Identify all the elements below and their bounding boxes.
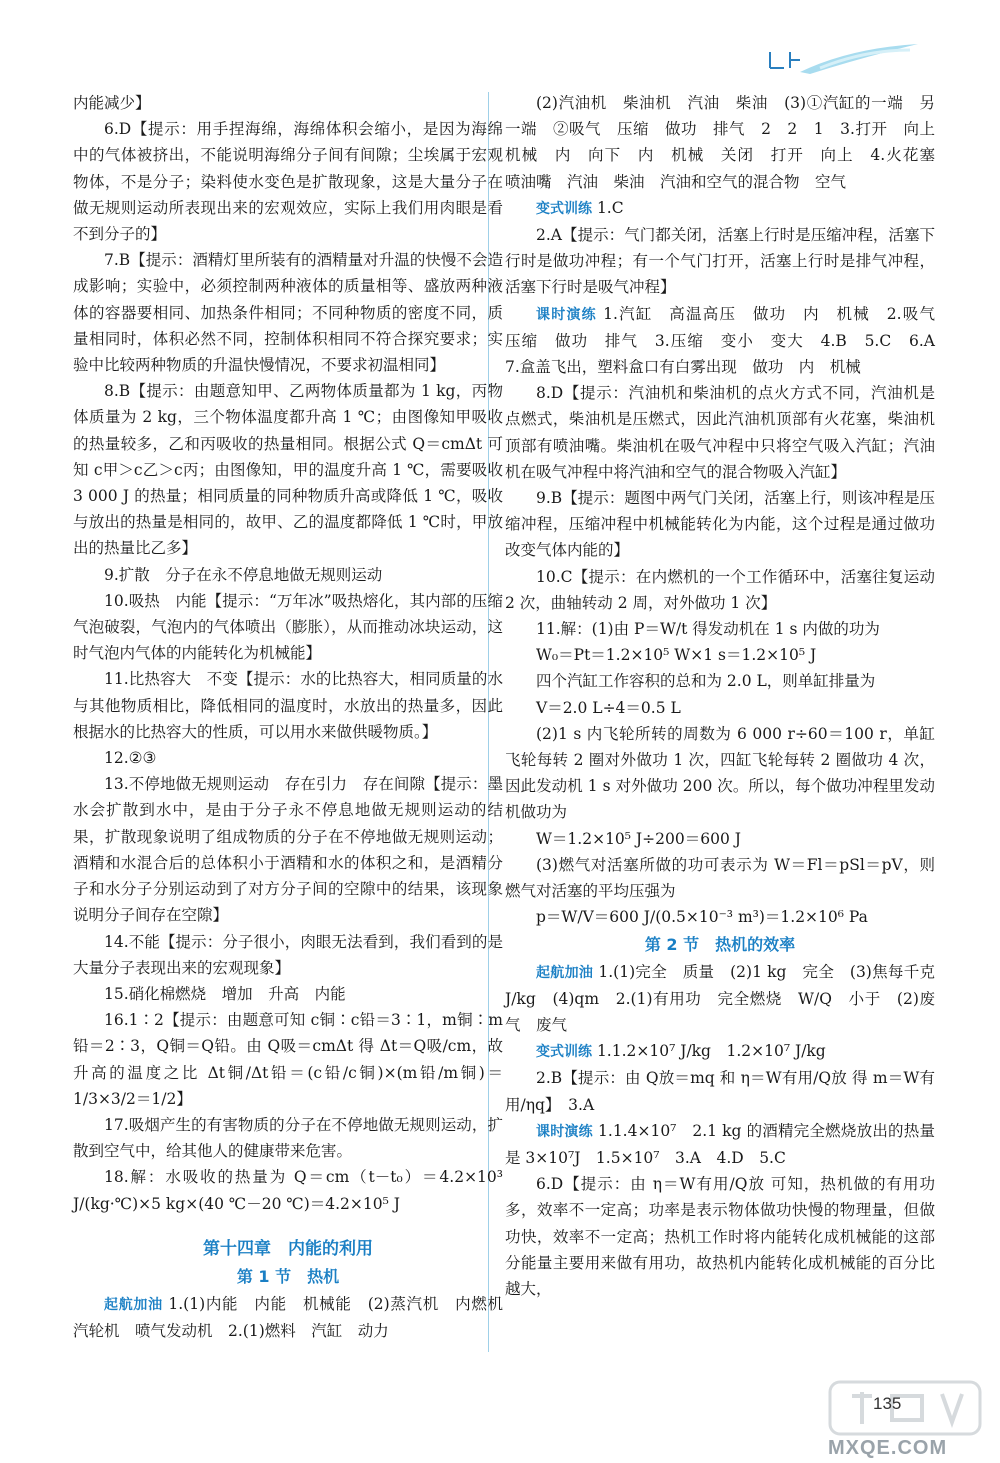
answer-2: 2.A【提示：气门都关闭，活塞上行时是压缩冲程，活塞下行时是做功冲程；有一个气门打开，活塞上行时是排气冲程，活塞下行时是吸气冲程】 [505,226,935,297]
answer-block [505,301,951,381]
equation-line: W₀＝Pt＝1.2×10⁵ W×1 s＝1.2×10⁵ J [536,646,817,665]
answer-11: 11.比热容大 不变【提示：水的比热容大，相同质量的水与其他物质相比，降低相同的温度时，水放出的热量多，因此根据水的比热容大的性质，可以用水来做供暖物质。】 [73,670,503,741]
answer-text: 1.C [596,198,624,217]
answer-13: 13.不停地做无规则运动 存在引力 存在间隙【提示：墨水会扩散到水中，是由于分子永不停息地做无规则运动的结果，扩散现象说明了组成物质的分子在不停地做无规则运动；酒精和水混合后的总体积小于酒精和水的体积之和，是酒精分子和水分子分别运动到了对方分子间的空隙中的结果，该现象说明分子间存在空隙】 [73,775,503,925]
answer-text: 四个汽缸工作容积的总和为 2.0 L，则单缸排量为 [536,672,876,691]
section-label: 起航加油 [104,1296,163,1313]
section-label: 起航加油 [536,964,594,981]
watermark-text: MXQE.COM [828,1437,948,1459]
answer-text: 内能减少】 [73,94,151,112]
right-column [505,90,951,1302]
equation-line: p＝W/V＝600 J/(0.5×10⁻³ m³)＝1.2×10⁶ Pa [536,908,868,927]
section-label: 课时演练 [536,306,597,323]
header-decoration [760,38,920,78]
section-title: 第 2 节 热机的效率 [644,934,796,954]
answer-block [505,959,951,1039]
answer-text: (2)1 s 内飞轮所转的周数为 6 000 r÷60＝100 r，单缸飞轮每转 2 圈对外做功 1 次，四缸飞轮每转 2 圈做功 4 次，因此发动机 1 s 对外做功 200 次。所以，每个做功冲程里发动机做功为 [505,724,935,822]
answer-text: (3)燃气对活塞所做的功可表示为 W＝Fl＝pSl＝pV，则燃气对活塞的平均压强为 [505,855,935,901]
answer-15: 15.硝化棉燃烧 增加 升高 内能 [104,984,346,1003]
section-label: 课时演练 [536,1123,593,1140]
answer-10: 10.C【提示：在内燃机的一个工作循环中，活塞往复运动 2 次，曲轴转动 2 周，对外做功 1 次】 [505,567,935,612]
answer-18: 18.解：水吸收的热量为 Q＝cm（t－t₀）＝4.2×10³ J/(kg·℃)×5 kg×(40 ℃－20 ℃)＝4.2×10⁵ J [73,1168,503,1213]
answer-10: 10.吸热 内能【提示：“万年冰”吸热熔化，其内部的压缩气泡破裂，气泡内的气体喷出（膨胀），从而推动冰块运动，这时气泡内气体的内能转化为机械能】 [73,591,503,663]
answer-2: 2.B【提示：由 Q放＝mq 和 η＝W有用/Q放 得 m＝W有用/ηq】 3.A [505,1069,935,1114]
answer-text: 1.(1)内能 内能 机械能 (2)蒸汽机 内燃机 汽轮机 喷气发动机 2.(1)燃料 汽缸 动力 [73,1294,519,1340]
answer-16: 16.1∶2【提示：由题意可知 c铜∶c铅＝3∶1，m铜∶m铅＝2∶3，Q铜＝Q铅。由 Q吸＝cmΔt 得 Δt＝Q吸/cm，故升高的温度之比 Δt铜/Δt铅＝(c铅/c铜)×(m铅/m铜)＝1/3×3/2＝1/2】 [73,1011,503,1108]
page-number: 135 [873,1394,902,1413]
answer-text: 1.1.2×10⁷ J/kg 1.2×10⁷ J/kg [596,1042,826,1061]
section-label: 变式训练 [536,1044,592,1061]
answer-6: 6.D【提示：用手捏海绵，海绵体积会缩小，是因为海绵中的气体被挤出，不能说明海绵分子间有间隙；尘埃属于宏观物体，不是分子；染料使水变色是扩散现象，这是大量分子在做无规则运动所表现出来的宏观效应，实际上我们用肉眼是看不到分子的】 [73,120,503,244]
answer-11: 11.解：(1)由 P＝W/t 得发动机在 1 s 内做的功为 [536,620,880,639]
left-column [73,90,519,1344]
answer-text: 1.(1)完全 质量 (2)1 kg 完全 (3)焦每千克 J/kg (4)qm 2.(1)有用功 完全燃烧 W/Q 小于 (2)废气 废气 [505,962,951,1034]
answer-9: 9.B【提示：题图中两气门关闭，活塞上行，则该冲程是压缩冲程，压缩冲程中机械能转化为内能，这个过程是通过做功改变气体内能的】 [505,489,935,560]
equation-line: W＝1.2×10⁵ J÷200＝600 J [536,829,741,848]
answer-block [505,195,935,222]
chapter-title: 第十四章 内能的利用 [203,1238,373,1259]
answer-text: 1.1.4×10⁷ 2.1 kg 的酒精完全燃烧放出的热量是 3×10⁷J 1.5×10⁷ 3.A 4.D 5.C [505,1121,935,1167]
section-label: 变式训练 [536,200,592,217]
answer-block [505,1118,935,1171]
equation-line: V＝2.0 L÷4＝0.5 L [536,698,681,717]
answer-block [505,1038,935,1065]
answer-14: 14.不能【提示：分子很小，肉眼无法看到，我们看到的是大量分子表现出来的宏观现象】 [73,932,503,977]
answer-17: 17.吸烟产生的有害物质的分子在不停地做无规则运动，扩散到空气中，给其他人的健康带来危害。 [73,1115,503,1161]
answer-8: 8.D【提示：汽油机和柴油机的点火方式不同，汽油机是点燃式，柴油机是压燃式，因此汽油机顶部有火花塞，柴油机顶部有喷油嘴。柴油机在吸气冲程中只将空气吸入汽缸；汽油机在吸气冲程中将汽油和空气的混合物吸入汽缸】 [505,384,935,481]
answer-text: 1.汽缸 高温高压 做功 内 机械 2.吸气 压缩 做功 排气 3.压缩 变小 变大 4.B 5.C 6.A 7.盒盖飞出，塑料盒口有白雾出现 做功 内 机械 [505,304,951,377]
answer-text: (2)汽油机 柴油机 汽油 柴油 (3)①汽缸的一端 另一端 ②吸气 压缩 做功 排气 2 2 1 3.打开 向上 机械 内 向下 内 机械 关闭 打开 向上 4.火花塞 喷油嘴 汽油 柴油 汽油和空气的混合物 空气 [505,94,951,191]
answer-block [73,1291,519,1344]
answer-7: 7.B【提示：酒精灯里所装有的酒精量对升温的快慢不会造成影响；实验中，必须控制两种液体的质量相等、盛放两种液体的容器要相同、加热条件相同；不同种物质的密度不同，质量相同时，体积必然不同，控制体积相同不符合探究要求；实验中比较两种物质的升温快慢情况，不要求初温相同】 [73,251,503,375]
answer-9: 9.扩散 分子在永不停息地做无规则运动 [104,565,383,584]
answer-8: 8.B【提示：由题意知甲、乙两物体质量都为 1 kg，丙物体质量为 2 kg，三个物体温度都升高 1 ℃；由图像知甲吸收的热量较多，乙和丙吸收的热量相同。根据公式 Q＝cmΔt 可知 c甲＞c乙＞c丙；由图像知，甲的温度升高 1 ℃，需要吸收 3 000 J 的热量；相同质量的同种物质升高或降低 1 ℃，吸收与放出的热量是相同的，故甲、乙的温度都降低 1 ℃时，甲放出的热量比乙多】 [73,382,503,558]
answer-12: 12.②③ [104,749,157,768]
answer-6: 6.D【提示：由 η＝W有用/Q放 可知，热机做的有用功多，效率不一定高；功率是表示物体做功快慢的物理量，但做功快，效率不一定高；热机工作时将内能转化成机械能的这部分能量主要用来做有用功，故热机内能转化成机械能的百分比越大， [505,1175,935,1298]
section-title: 第 1 节 热机 [236,1266,340,1286]
